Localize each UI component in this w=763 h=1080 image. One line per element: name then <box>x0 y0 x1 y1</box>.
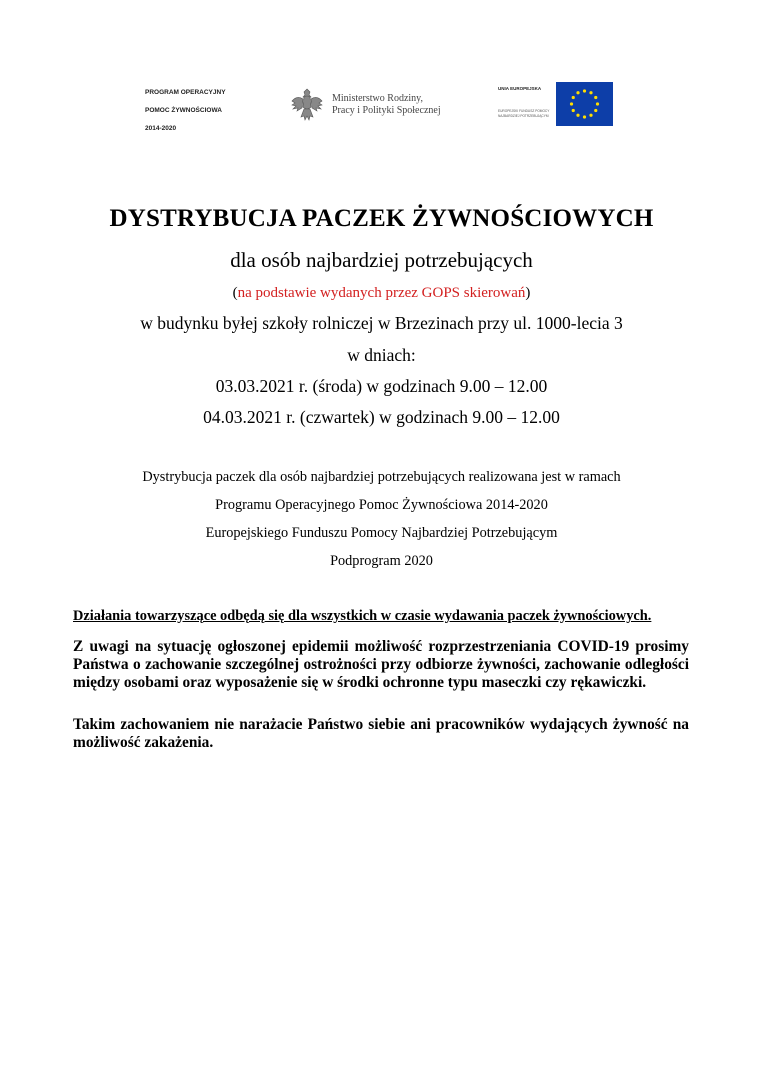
program-info-line: Podprogram 2020 <box>330 553 433 569</box>
dates-label: w dniach: <box>347 345 416 365</box>
program-logo <box>145 84 226 138</box>
eu-star-icon <box>594 96 597 99</box>
program-logo-line: PROGRAM OPERACYJNY <box>145 89 226 96</box>
eu-star-icon <box>596 102 599 105</box>
eu-subtitle: EUROPEJSKI FUNDUSZ POMOCY NAJBARDZIEJ POTRZEBUJĄCYM <box>498 109 550 118</box>
program-logo-line: POMOC ŻYWNOŚCIOWA <box>145 107 222 114</box>
closing-paragraph: Takim zachowaniem nie narażacie Państwo siebie ani pracowników wydających żywność na możliwość zakażenia. <box>73 716 689 751</box>
referral-note <box>0 285 763 302</box>
ministry-name-line: Pracy i Polityki Społecznej <box>332 105 441 116</box>
referral-note-text: na podstawie wydanych przez GOPS skierowań <box>237 285 526 301</box>
ministry-name-line: Ministerstwo Rodziny, <box>332 93 424 104</box>
accompanying-activities-notice: Działania towarzyszące odbędą się dla wszystkich w czasie wydawania paczek żywnościowych. <box>73 608 652 624</box>
eu-star-icon <box>576 91 579 94</box>
eu-star-icon <box>594 109 597 112</box>
eu-star-icon <box>576 114 579 117</box>
eu-star-icon <box>589 91 592 94</box>
eu-star-icon <box>589 114 592 117</box>
eu-title: UNIA EUROPEJSKA <box>498 86 542 91</box>
program-info-line: Dystrybucja paczek dla osób najbardziej potrzebujących realizowana jest w ramach <box>142 469 621 485</box>
ministry-name <box>332 93 441 117</box>
ministry-logo <box>290 83 441 127</box>
date-line-1: 03.03.2021 r. (środa) w godzinach 9.00 – 12.00 <box>215 376 548 396</box>
eu-star-icon <box>572 96 575 99</box>
location-text: w budynku byłej szkoły rolniczej w Brzezinach przy ul. 1000-lecia 3 <box>140 313 623 333</box>
eu-star-icon <box>583 89 586 92</box>
eu-flag-icon <box>556 82 613 126</box>
polish-eagle-icon <box>290 85 324 125</box>
eu-star-icon <box>570 102 573 105</box>
page-subtitle: dla osób najbardziej potrzebujących <box>230 248 533 272</box>
program-logo-line: 2014-2020 <box>145 125 177 132</box>
note-close-paren: ) <box>525 285 531 301</box>
program-info-line: Programu Operacyjnego Pomoc Żywnościowa 2014-2020 <box>215 497 548 513</box>
note-open-paren: ( <box>232 285 238 301</box>
program-info-line: Europejskiego Funduszu Pomocy Najbardziej Potrzebującym <box>205 525 558 541</box>
page-title: DYSTRYBUCJA PACZEK ŻYWNOŚCIOWYCH <box>109 205 654 232</box>
eu-star-icon <box>583 115 586 118</box>
date-line-2: 04.03.2021 r. (czwartek) w godzinach 9.00 – 12.00 <box>203 407 560 427</box>
eu-star-icon <box>572 109 575 112</box>
covid-paragraph: Z uwagi na sytuację ogłoszonej epidemii możliwość rozprzestrzeniania COVID-19 prosimy Państwa o zachowanie szczególnej ostrożności przy odbiorze żywności, zachowanie odległości między osobami oraz wyposażenie się w środki ochronne typu maseczki czy rękawiczki. <box>73 638 689 691</box>
